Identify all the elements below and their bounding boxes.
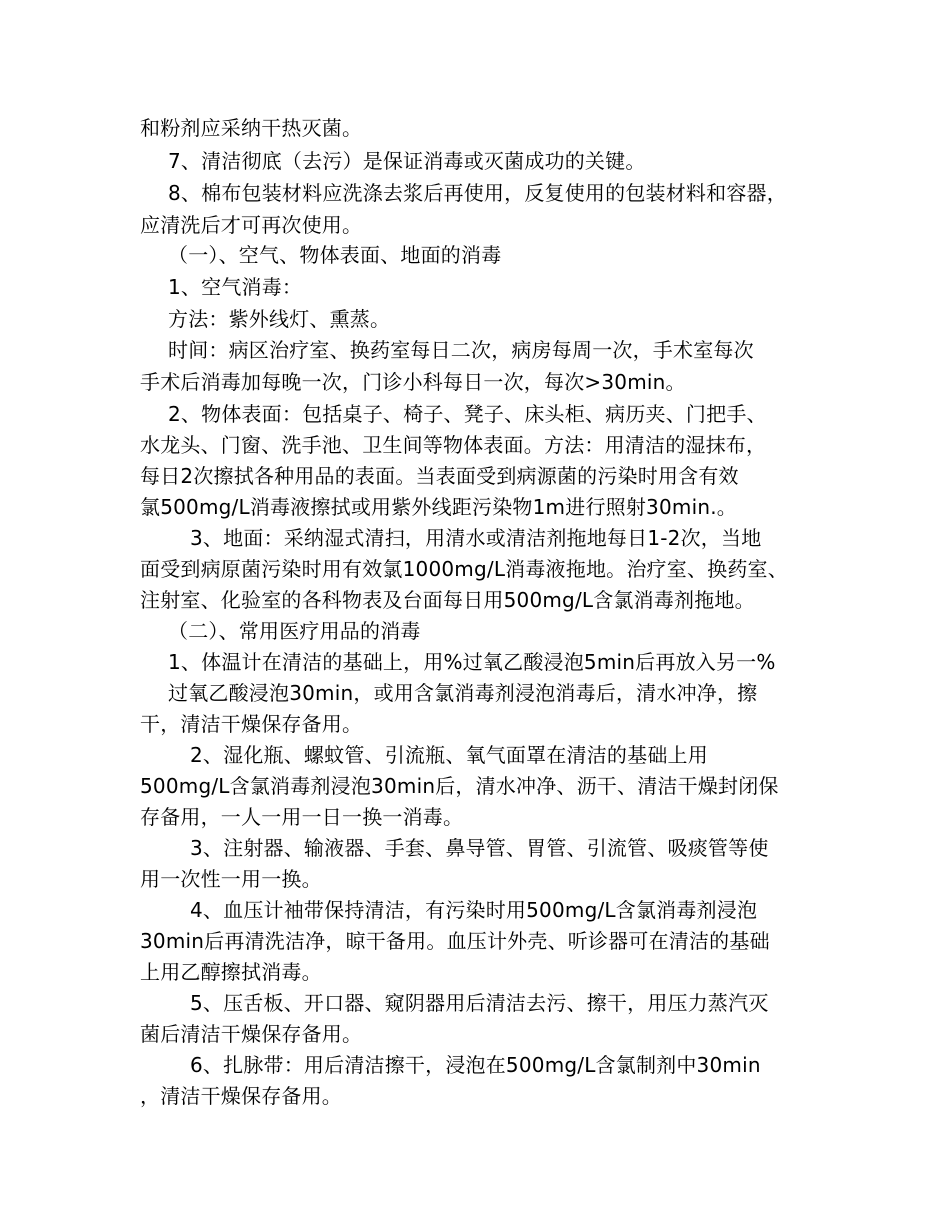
text-line: 3、地面：采纳湿式清扫，用清水或清洁剂拖地每日1-2次，当地 [190, 526, 762, 550]
text-line: 3、注射器、输液器、手套、鼻导管、胃管、引流管、吸痰管等使 [190, 836, 769, 860]
text-line: 上用乙醇擦拭消毒。 [140, 960, 322, 984]
text-line: 2、物体表面：包括桌子、椅子、凳子、床头柜、病历夹、门把手、 [168, 402, 767, 426]
text-line: 方法：紫外线灯、熏蒸。 [168, 307, 391, 331]
text-line: 过氧乙酸浸泡30min，或用含氯消毒剂浸泡消毒后，清水冲净，擦 [168, 681, 758, 705]
text-line: 手术后消毒加每晚一次，门诊小科每日一次，每次>30min。 [140, 370, 686, 394]
text-line: 应清洗后才可再次使用。 [140, 213, 363, 237]
text-line: 4、血压计袖带保持清洁，有污染时用500mg/L含氯消毒剂浸泡 [190, 898, 758, 922]
text-line: 时间：病区治疗室、换药室每日二次，病房每周一次，手术室每次 [168, 338, 754, 362]
section-heading: （二）、常用医疗用品的消毒 [168, 619, 421, 643]
text-line: 1、空气消毒： [168, 275, 303, 299]
text-line: ，清洁干燥保存备用。 [140, 1084, 342, 1108]
text-line: 8、棉布包装材料应洗涤去浆后再使用，反复使用的包装材料和容器， [168, 181, 787, 205]
text-line: 注射室、化验室的各科物表及台面每日用500mg/L含氯消毒剂拖地。 [140, 588, 755, 612]
text-line: 和粉剂应采纳干热灭菌。 [140, 116, 363, 140]
text-line: 面受到病原菌污染时用有效氯1000mg/L消毒液拖地。治疗室、换药室、 [140, 557, 788, 581]
text-line: 氯500mg/L消毒液擦拭或用紫外线距污染物1m进行照射30min.。 [140, 495, 737, 519]
section-heading: （一）、空气、物体表面、地面的消毒 [168, 243, 502, 267]
text-line: 用一次性一用一换。 [140, 867, 322, 891]
text-line: 7、清洁彻底（去污）是保证消毒或灭菌成功的关键。 [168, 149, 646, 173]
text-line: 5、压舌板、开口器、窥阴器用后清洁去污、擦干，用压力蒸汽灭 [190, 991, 769, 1015]
text-line: 500mg/L含氯消毒剂浸泡30min后，清水冲净、沥干、清洁干燥封闭保 [140, 774, 779, 798]
text-line: 每日2次擦拭各种用品的表面。当表面受到病源菌的污染时用含有效 [140, 464, 739, 488]
text-line: 6、扎脉带：用后清洁擦干，浸泡在500mg/L含氯制剂中30min [190, 1053, 761, 1077]
text-line: 水龙头、门窗、洗手池、卫生间等物体表面。方法：用清洁的湿抹布， [140, 433, 767, 457]
text-line: 2、湿化瓶、螺蚊管、引流瓶、氧气面罩在清洁的基础上用 [190, 743, 708, 767]
text-line: 存备用，一人一用一日一换一消毒。 [140, 805, 464, 829]
text-line: 1、体温计在清洁的基础上，用%过氧乙酸浸泡5min后再放入另一% [168, 650, 776, 674]
text-line: 菌后清洁干燥保存备用。 [140, 1022, 363, 1046]
text-line: 30min后再清洗洁净，晾干备用。血压计外壳、听诊器可在清洁的基础 [140, 929, 770, 953]
text-line: 干，清洁干燥保存备用。 [140, 712, 363, 736]
